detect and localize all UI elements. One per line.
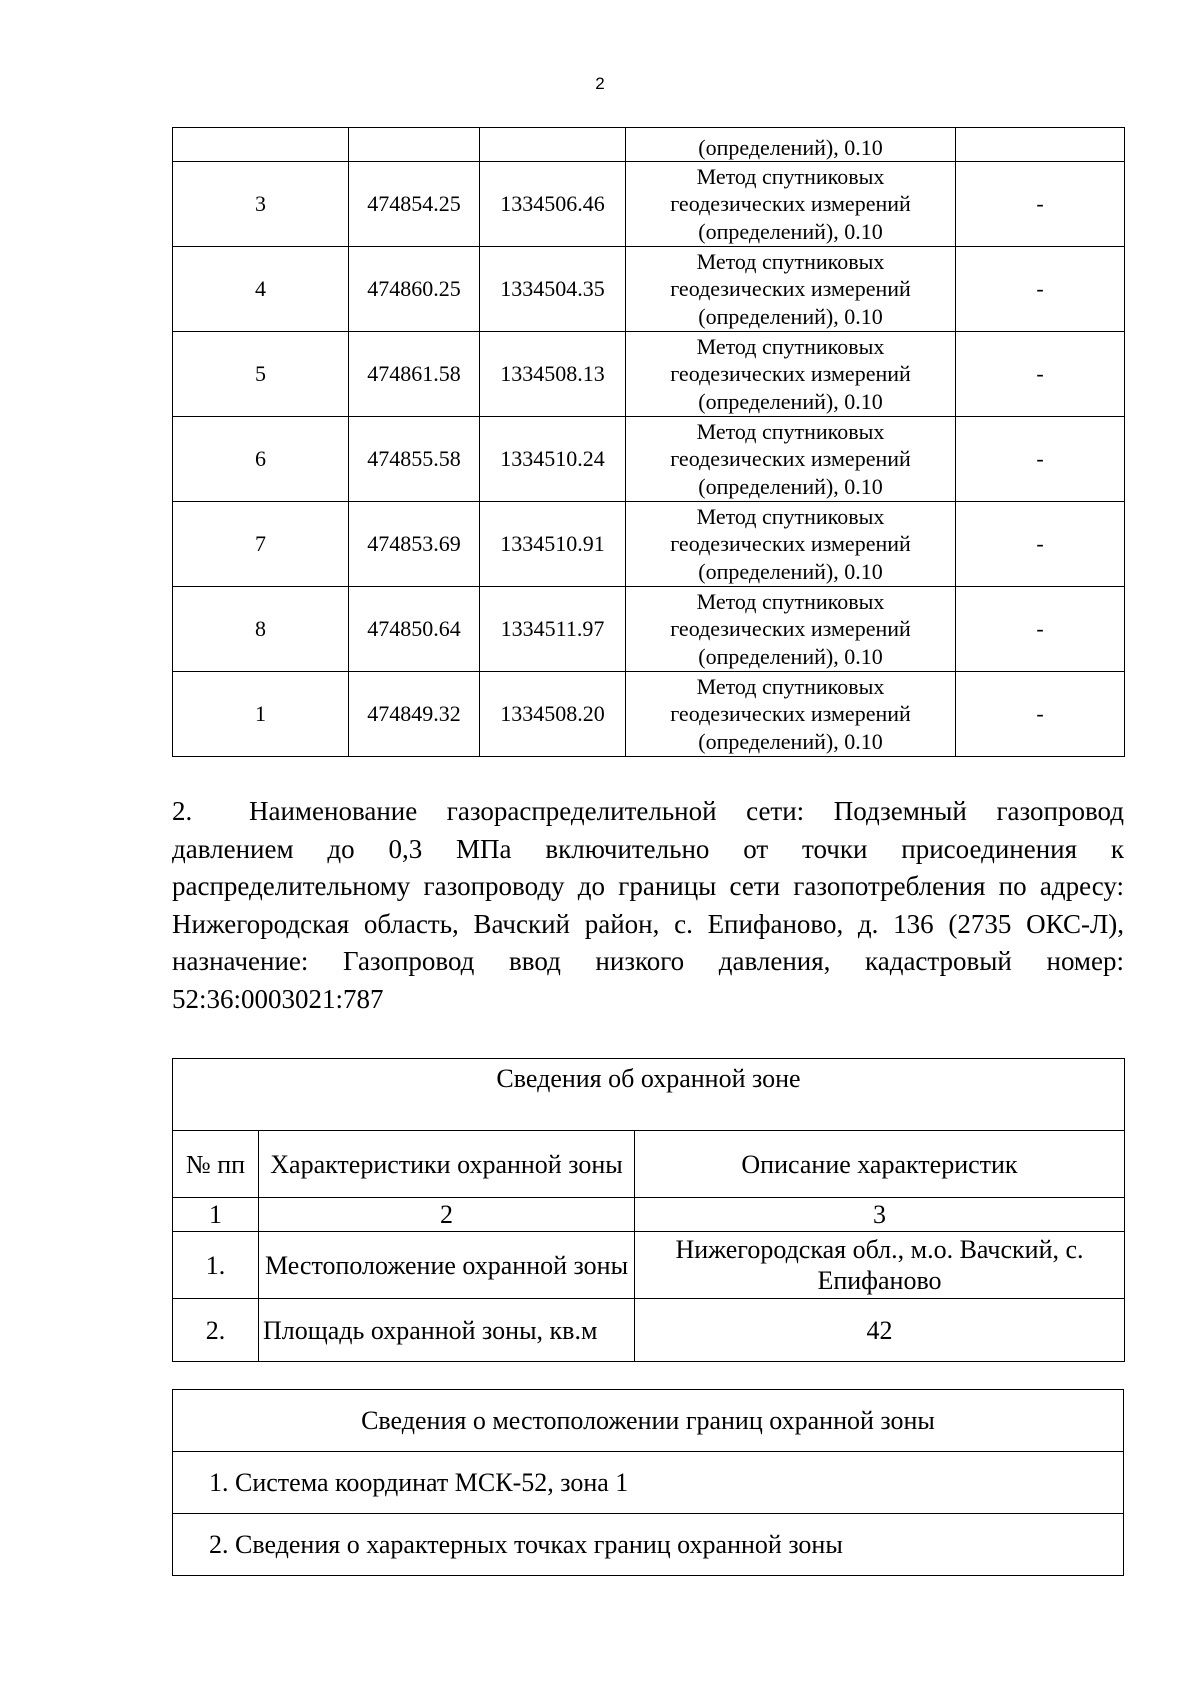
index-characteristic: 2 — [259, 1198, 635, 1232]
note-cell: - — [956, 672, 1125, 757]
point-number-cell: 6 — [173, 417, 349, 502]
y-coordinate-cell — [480, 128, 626, 162]
row-description: Нижегородская обл., м.о. Вачский, с. Епифаново — [635, 1232, 1125, 1299]
note-cell: - — [956, 332, 1125, 417]
y-coordinate-cell: 1334510.91 — [480, 502, 626, 587]
boundary-title: Сведения о местоположении границ охранной зоны — [173, 1390, 1124, 1452]
x-coordinate-cell: 474861.58 — [349, 332, 480, 417]
header-num: № пп — [173, 1131, 259, 1198]
x-coordinate-cell: 474849.32 — [349, 672, 480, 757]
row-description: 42 — [635, 1299, 1125, 1362]
table-row — [173, 672, 1125, 757]
table-row — [173, 587, 1125, 672]
table-row — [173, 128, 1125, 162]
table-row — [173, 417, 1125, 502]
method-line: Метод спутниковых — [696, 163, 885, 189]
index-description: 3 — [635, 1198, 1125, 1232]
table-row — [173, 247, 1125, 332]
y-coordinate-cell: 1334508.20 — [480, 672, 626, 757]
row-characteristic: Местоположение охранной зоны — [259, 1232, 635, 1299]
row-num: 1. — [173, 1232, 259, 1299]
method-line: Метод спутниковых — [696, 588, 885, 614]
method-line: Метод спутниковых — [696, 673, 885, 699]
index-num: 1 — [173, 1198, 259, 1232]
method-cell — [626, 587, 956, 672]
note-cell: - — [956, 417, 1125, 502]
boundary-item: 2. Сведения о характерных точках границ охранной зоны — [173, 1514, 1124, 1576]
section-text: Наименование газораспределительной сети: Подземный газопровод давлением до 0,3 МПа включительно от точки присоединения к распределительному газопроводу до границы сети газопотребления по адресу: Нижегородская область, Вачский район, с. Епифаново, д. 136 (2735 ОКС-Л), назначение: Газопровод ввод низкого давления, кадастровый номер: 52:36:0003021:787 — [172, 796, 1124, 1014]
note-cell: - — [956, 502, 1125, 587]
zone-info-table — [172, 1058, 1125, 1362]
table-row — [173, 1198, 1125, 1232]
method-line: (определений), 0.10 — [698, 728, 883, 754]
note-cell: - — [956, 162, 1125, 247]
table-row — [173, 1514, 1124, 1576]
method-line: (определений), 0.10 — [698, 303, 883, 329]
row-characteristic: Площадь охранной зоны, кв.м — [259, 1299, 635, 1362]
method-line: Метод спутниковых — [696, 418, 885, 444]
x-coordinate-cell — [349, 128, 480, 162]
table-row — [173, 332, 1125, 417]
method-cell: (определений), 0.10 — [626, 128, 956, 162]
y-coordinate-cell: 1334510.24 — [480, 417, 626, 502]
method-line: Метод спутниковых — [696, 333, 885, 359]
method-line: (определений), 0.10 — [698, 558, 883, 584]
method-cell — [626, 162, 956, 247]
boundary-table — [172, 1389, 1124, 1576]
y-coordinate-cell: 1334508.13 — [480, 332, 626, 417]
x-coordinate-cell: 474850.64 — [349, 587, 480, 672]
table-header-row — [173, 1131, 1125, 1198]
row-num: 2. — [173, 1299, 259, 1362]
table-row — [173, 1299, 1125, 1362]
table-row — [173, 1059, 1125, 1131]
section-number: 2. — [172, 796, 193, 826]
point-number-cell: 4 — [173, 247, 349, 332]
x-coordinate-cell: 474860.25 — [349, 247, 480, 332]
x-coordinate-cell: 474855.58 — [349, 417, 480, 502]
table-row — [173, 1232, 1125, 1299]
method-line: геодезических измерений — [670, 531, 911, 557]
note-cell: - — [956, 247, 1125, 332]
method-line: (определений), 0.10 — [698, 473, 883, 499]
method-line: (определений), 0.10 — [698, 388, 883, 414]
coordinates-table — [172, 127, 1125, 757]
method-cell — [626, 332, 956, 417]
note-cell: - — [956, 587, 1125, 672]
point-number-cell: 3 — [173, 162, 349, 247]
method-cell — [626, 247, 956, 332]
method-line: геодезических измерений — [670, 616, 911, 642]
x-coordinate-cell: 474853.69 — [349, 502, 480, 587]
method-line: геодезических измерений — [670, 361, 911, 387]
header-characteristic: Характеристики охранной зоны — [259, 1131, 635, 1198]
header-description: Описание характеристик — [635, 1131, 1125, 1198]
table-row — [173, 1452, 1124, 1514]
method-cell — [626, 502, 956, 587]
method-line: Метод спутниковых — [696, 503, 885, 529]
method-line: геодезических измерений — [670, 191, 911, 217]
method-cell — [626, 417, 956, 502]
table-row — [173, 162, 1125, 247]
y-coordinate-cell: 1334506.46 — [480, 162, 626, 247]
x-coordinate-cell: 474854.25 — [349, 162, 480, 247]
method-line: (определений), 0.10 — [698, 218, 883, 244]
method-line: геодезических измерений — [670, 446, 911, 472]
y-coordinate-cell: 1334504.35 — [480, 247, 626, 332]
section-2-paragraph — [172, 793, 1124, 1018]
method-cell — [626, 672, 956, 757]
table-row — [173, 502, 1125, 587]
zone-info-title: Сведения об охранной зоне — [173, 1059, 1125, 1131]
method-line: (определений), 0.10 — [698, 643, 883, 669]
y-coordinate-cell: 1334511.97 — [480, 587, 626, 672]
point-number-cell: 5 — [173, 332, 349, 417]
point-number-cell — [173, 128, 349, 162]
method-line: геодезических измерений — [670, 276, 911, 302]
point-number-cell: 7 — [173, 502, 349, 587]
boundary-item: 1. Система координат МСК-52, зона 1 — [173, 1452, 1124, 1514]
note-cell — [956, 128, 1125, 162]
table-row — [173, 1390, 1124, 1452]
point-number-cell: 8 — [173, 587, 349, 672]
method-line: геодезических измерений — [670, 701, 911, 727]
method-line: Метод спутниковых — [696, 248, 885, 274]
point-number-cell: 1 — [173, 672, 349, 757]
page-number: 2 — [595, 74, 605, 93]
